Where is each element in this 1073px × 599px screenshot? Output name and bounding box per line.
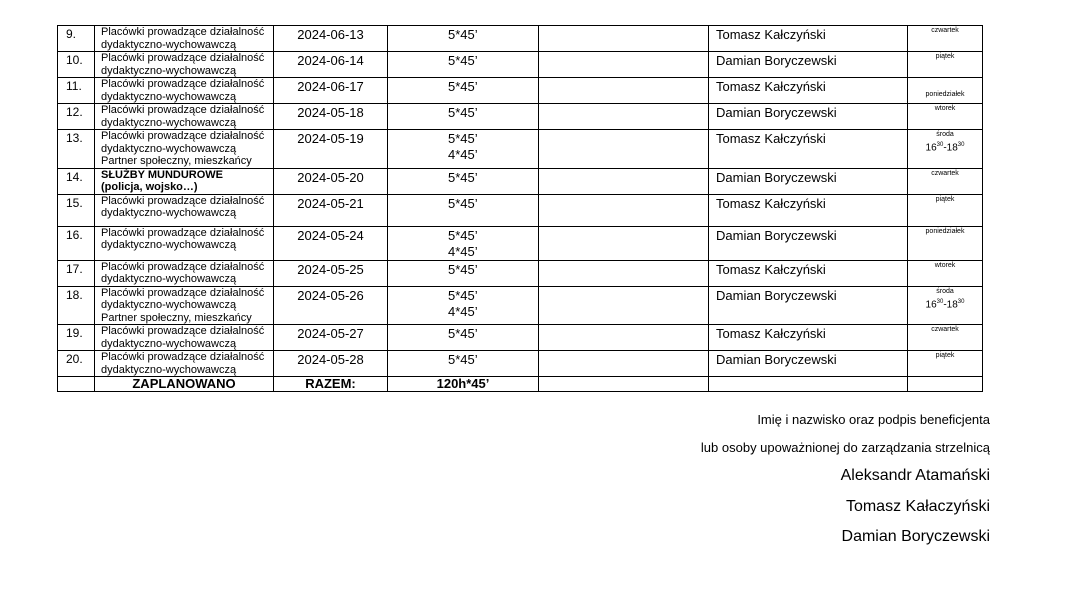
- institution-line: (policja, wojsko…): [101, 181, 198, 193]
- date-cell: 2024-05-21: [274, 194, 388, 226]
- time-part: 16: [925, 298, 937, 310]
- time-part: 30: [957, 142, 965, 148]
- hours-cell: [388, 52, 539, 78]
- institution-line: dydaktyczno-wychowawczą: [101, 273, 237, 285]
- hours-cell: [388, 26, 539, 52]
- date-cell: 2024-05-20: [274, 168, 388, 194]
- table-row: [58, 52, 983, 78]
- institution-line: Placówki prowadzące działalność: [101, 194, 265, 207]
- time-part: 18: [946, 298, 958, 310]
- institution-line: Placówki prowadzące działalność: [101, 78, 265, 90]
- hours-value: 5*45’: [448, 169, 478, 185]
- hours-value: 4*45’: [448, 147, 478, 162]
- date-cell: 2024-05-27: [274, 325, 388, 351]
- hours-value: 4*45’: [448, 243, 478, 259]
- row-number: 20.: [58, 351, 95, 377]
- row-number: 9.: [58, 26, 95, 52]
- weekday-cell: [908, 286, 983, 325]
- planned-label: ZAPLANOWANO: [95, 377, 274, 392]
- weekday-label: środa: [936, 131, 954, 138]
- row-number: 16.: [58, 226, 95, 260]
- hours-value: 5*45’: [448, 195, 478, 211]
- time-part: 30: [957, 298, 965, 305]
- hours-cell: [388, 286, 539, 325]
- trainer-cell: Tomasz Kałczyński: [709, 194, 908, 226]
- weekday-cell: [908, 78, 983, 104]
- weekday-cell: [908, 325, 983, 351]
- hours-value: 5*45’: [448, 352, 478, 367]
- institution-cell: [95, 351, 274, 377]
- trainer-cell: Damian Boryczewski: [709, 52, 908, 78]
- totals-empty-cell: [539, 377, 709, 392]
- hours-cell: [388, 351, 539, 377]
- hours-value: 5*45’: [448, 287, 478, 303]
- empty-cell: [539, 325, 709, 351]
- row-number: 12.: [58, 104, 95, 130]
- totals-row: [58, 377, 983, 392]
- institution-line: dydaktyczno-wychowawczą: [101, 116, 237, 129]
- empty-cell: [539, 26, 709, 52]
- table-row: [58, 168, 983, 194]
- hours-cell: [388, 260, 539, 286]
- institution-line: SŁUŻBY MUNDUROWE: [101, 168, 224, 181]
- institution-cell: [95, 168, 274, 194]
- hours-value: 5*45’: [448, 53, 478, 68]
- weekday-label: piątek: [935, 195, 955, 203]
- trainer-cell: Damian Boryczewski: [709, 168, 908, 194]
- empty-cell: [539, 286, 709, 325]
- institution-line: Partner społeczny, mieszkańcy: [101, 155, 252, 167]
- institution-line: dydaktyczno-wychowawczą: [101, 64, 237, 77]
- weekday-label: piątek: [935, 352, 955, 359]
- hours-cell: [388, 168, 539, 194]
- weekday-label: czwartek: [931, 27, 959, 34]
- trainer-cell: Tomasz Kałczyński: [709, 26, 908, 52]
- row-number: 17.: [58, 260, 95, 286]
- empty-cell: [539, 168, 709, 194]
- table-row: [58, 194, 983, 226]
- weekday-label: wtorek: [934, 105, 956, 112]
- weekday-label: czwartek: [931, 326, 959, 333]
- date-cell: 2024-05-28: [274, 351, 388, 377]
- signature-name: Aleksandr Atamański: [840, 467, 990, 484]
- trainer-cell: Tomasz Kałczyński: [709, 130, 908, 169]
- institution-line: dydaktyczno-wychowawczą: [101, 38, 237, 51]
- signature-name: Damian Boryczewski: [841, 528, 990, 545]
- time-separator: -: [943, 298, 947, 310]
- row-number: 13.: [58, 130, 95, 169]
- time-separator: -: [943, 142, 947, 154]
- weekday-cell: [908, 168, 983, 194]
- signature-caption-line2: lub osoby upoważnionej do zarządzania strzelnicą: [700, 440, 990, 455]
- institution-line: Partner społeczny, mieszkańcy: [101, 311, 252, 324]
- hours-value: 5*45’: [448, 131, 478, 146]
- trainer-cell: Tomasz Kałczyński: [709, 325, 908, 351]
- institution-line: dydaktyczno-wychowawczą: [101, 90, 237, 103]
- institution-line: dydaktyczno-wychowawczą: [101, 207, 237, 219]
- trainer-cell: Tomasz Kałczyński: [709, 78, 908, 104]
- hours-value: 5*45’: [448, 105, 478, 120]
- institution-line: Placówki prowadzące działalność: [101, 52, 265, 64]
- weekday-cell: [908, 226, 983, 260]
- date-cell: 2024-05-18: [274, 104, 388, 130]
- institution-line: dydaktyczno-wychowawczą: [101, 239, 237, 251]
- weekday-label: czwartek: [931, 169, 959, 177]
- institution-line: Placówki prowadzące działalność: [101, 226, 265, 239]
- hours-cell: [388, 78, 539, 104]
- weekday-cell: [908, 26, 983, 52]
- institution-line: Placówki prowadzące działalność: [101, 130, 265, 142]
- time-part: 30: [936, 142, 944, 148]
- hours-cell: [388, 104, 539, 130]
- empty-cell: [539, 351, 709, 377]
- hours-value: 4*45’: [448, 303, 478, 319]
- institution-cell: [95, 130, 274, 169]
- trainer-cell: Damian Boryczewski: [709, 226, 908, 260]
- date-cell: 2024-05-25: [274, 260, 388, 286]
- empty-cell: [539, 226, 709, 260]
- table-row: [58, 351, 983, 377]
- weekday-cell: [908, 260, 983, 286]
- hours-value: 5*45’: [448, 261, 478, 277]
- hours-cell: [388, 194, 539, 226]
- row-number: 18.: [58, 286, 95, 325]
- hours-value: 5*45’: [448, 27, 478, 42]
- empty-cell: [539, 130, 709, 169]
- empty-cell: [539, 52, 709, 78]
- weekday-cell: [908, 130, 983, 169]
- hours-value: 5*45’: [448, 326, 478, 341]
- weekday-label: środa: [936, 287, 954, 295]
- time-range: [908, 142, 982, 153]
- trainer-cell: Tomasz Kałczyński: [709, 260, 908, 286]
- institution-line: Placówki prowadzące działalność: [101, 325, 265, 337]
- institution-cell: [95, 26, 274, 52]
- date-cell: 2024-06-14: [274, 52, 388, 78]
- date-cell: 2024-05-24: [274, 226, 388, 260]
- row-number: 10.: [58, 52, 95, 78]
- time-part: 18: [946, 142, 958, 154]
- hours-cell: [388, 130, 539, 169]
- institution-cell: [95, 286, 274, 325]
- row-number: 19.: [58, 325, 95, 351]
- institution-line: dydaktyczno-wychowawczą: [101, 142, 237, 155]
- institution-line: dydaktyczno-wychowawczą: [101, 337, 237, 350]
- hours-value: 5*45’: [448, 227, 478, 243]
- trainer-cell: Damian Boryczewski: [709, 286, 908, 325]
- trainer-cell: Damian Boryczewski: [709, 104, 908, 130]
- date-cell: 2024-06-13: [274, 26, 388, 52]
- sum-label: RAZEM:: [274, 377, 388, 392]
- institution-cell: [95, 325, 274, 351]
- empty-cell: [539, 194, 709, 226]
- hours-value: 5*45’: [448, 79, 478, 94]
- hours-cell: [388, 226, 539, 260]
- table-row: [58, 226, 983, 260]
- institution-line: Placówki prowadzące działalność: [101, 26, 265, 38]
- institution-cell: [95, 52, 274, 78]
- totals-empty-cell: [58, 377, 95, 392]
- institution-cell: [95, 260, 274, 286]
- institution-line: Placówki prowadzące działalność: [101, 104, 265, 116]
- time-range: [908, 299, 982, 310]
- table-row: [58, 104, 983, 130]
- row-number: 11.: [58, 78, 95, 104]
- institution-cell: [95, 226, 274, 260]
- signature-name: Tomasz Kałaczyński: [845, 498, 990, 515]
- table-row: [58, 260, 983, 286]
- schedule-body: [58, 26, 983, 377]
- schedule-table: [57, 25, 983, 392]
- totals-empty-cell: [709, 377, 908, 392]
- weekday-cell: [908, 52, 983, 78]
- time-part: 16: [925, 142, 937, 154]
- empty-cell: [539, 260, 709, 286]
- empty-cell: [539, 104, 709, 130]
- weekday-label: poniedziałek: [925, 227, 965, 235]
- weekday-cell: [908, 104, 983, 130]
- signature-caption-line1: Imię i nazwisko oraz podpis beneficjenta: [757, 412, 990, 427]
- trainer-cell: Damian Boryczewski: [709, 351, 908, 377]
- institution-line: Placówki prowadzące działalność: [101, 260, 265, 273]
- hours-cell: [388, 325, 539, 351]
- table-row: [58, 325, 983, 351]
- institution-line: Placówki prowadzące działalność: [101, 351, 265, 363]
- weekday-cell: [908, 194, 983, 226]
- sum-value: 120h*45’: [388, 377, 539, 392]
- table-row: [58, 78, 983, 104]
- weekday-label: poniedziałek: [925, 91, 965, 98]
- totals-empty-cell: [908, 377, 983, 392]
- table-row: [58, 130, 983, 169]
- weekday-label: wtorek: [934, 261, 956, 269]
- row-number: 14.: [58, 168, 95, 194]
- weekday-label: piątek: [935, 53, 955, 60]
- date-cell: 2024-05-19: [274, 130, 388, 169]
- time-part: 30: [936, 298, 944, 305]
- date-cell: 2024-05-26: [274, 286, 388, 325]
- institution-cell: [95, 104, 274, 130]
- table-row: [58, 26, 983, 52]
- institution-line: dydaktyczno-wychowawczą: [101, 363, 237, 376]
- date-cell: 2024-06-17: [274, 78, 388, 104]
- institution-cell: [95, 78, 274, 104]
- empty-cell: [539, 78, 709, 104]
- table-row: [58, 286, 983, 325]
- institution-line: Placówki prowadzące działalność: [101, 286, 265, 299]
- row-number: 15.: [58, 194, 95, 226]
- institution-line: dydaktyczno-wychowawczą: [101, 299, 237, 311]
- institution-cell: [95, 194, 274, 226]
- weekday-cell: [908, 351, 983, 377]
